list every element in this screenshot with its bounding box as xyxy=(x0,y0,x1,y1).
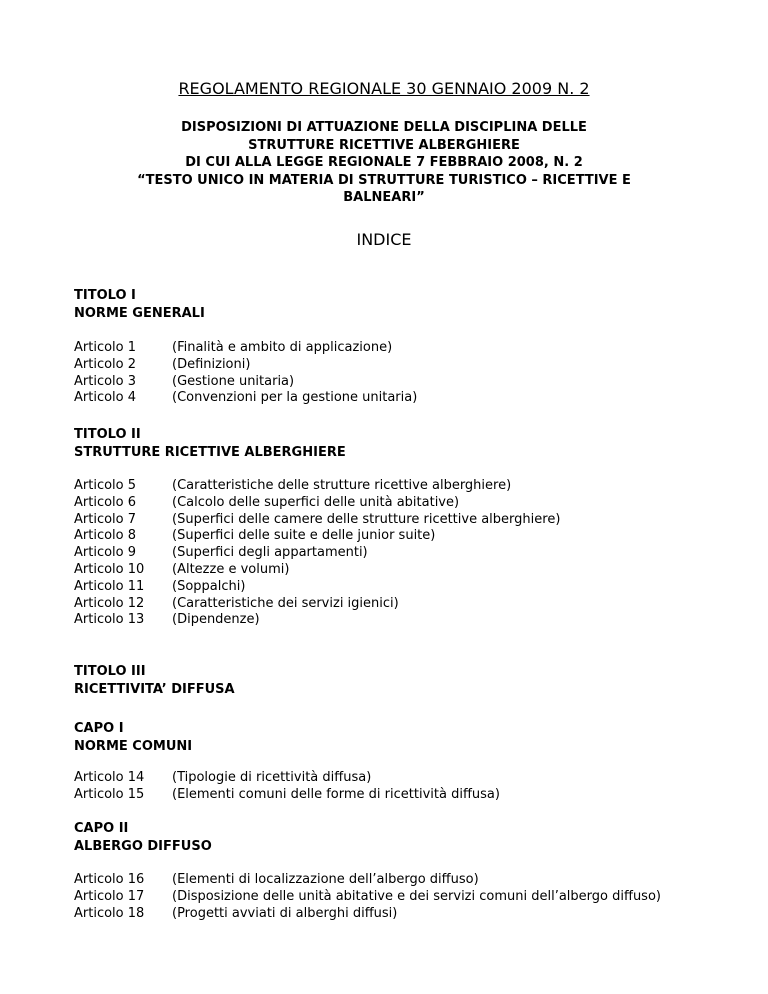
list-item xyxy=(74,390,417,407)
section-heading-titolo-3 xyxy=(74,663,235,698)
list-item xyxy=(74,512,560,529)
document-title: REGOLAMENTO REGIONALE 30 GENNAIO 2009 N. 2 xyxy=(178,79,590,98)
document-subtitle xyxy=(74,119,694,207)
list-item xyxy=(74,787,500,804)
article-list-titolo-2 xyxy=(74,478,560,629)
article-label: Articolo 2 xyxy=(74,356,137,372)
article-description: (Convenzioni per la gestione unitaria) xyxy=(172,390,418,406)
section-number: TITOLO II xyxy=(74,427,141,442)
section-name: RICETTIVITA’ DIFFUSA xyxy=(74,681,235,697)
list-item xyxy=(74,528,560,545)
section-heading-titolo-1 xyxy=(74,287,205,322)
article-label: Articolo 4 xyxy=(74,390,137,406)
list-item xyxy=(74,340,417,357)
article-label: Articolo 14 xyxy=(74,770,145,785)
list-item xyxy=(74,770,500,787)
article-label: Articolo 3 xyxy=(74,373,137,389)
subtitle-line: “TESTO UNICO IN MATERIA DI STRUTTURE TURISTICO – RICETTIVE E xyxy=(137,172,631,188)
article-description: (Dipendenze) xyxy=(172,612,260,628)
list-item xyxy=(74,872,661,889)
article-label: Articolo 13 xyxy=(74,612,145,628)
article-label: Articolo 8 xyxy=(74,528,137,544)
list-item xyxy=(74,612,560,629)
section-heading-capo-1 xyxy=(74,720,192,755)
article-description: (Caratteristiche dei servizi igienici) xyxy=(172,595,399,611)
list-item xyxy=(74,562,560,579)
list-item xyxy=(74,478,560,495)
article-label: Articolo 5 xyxy=(74,478,137,493)
subtitle-line: BALNEARI” xyxy=(343,190,425,205)
subtitle-line: DISPOSIZIONI DI ATTUAZIONE DELLA DISCIPLINA DELLE xyxy=(181,120,587,135)
article-description: (Altezze e volumi) xyxy=(172,561,290,577)
article-label: Articolo 17 xyxy=(74,888,145,904)
article-label: Articolo 11 xyxy=(74,578,145,594)
article-description: (Disposizione delle unità abitative e dei servizi comuni dell’albergo diffuso) xyxy=(172,888,661,904)
index-title: INDICE xyxy=(356,230,412,249)
list-item xyxy=(74,596,560,613)
article-description: (Superfici degli appartamenti) xyxy=(172,545,368,561)
section-number: CAPO I xyxy=(74,721,124,736)
list-item xyxy=(74,545,560,562)
article-description: (Superfici delle suite e delle junior suite) xyxy=(172,528,436,544)
section-heading-titolo-2 xyxy=(74,426,346,461)
list-item xyxy=(74,495,560,512)
list-item xyxy=(74,889,661,906)
section-name: ALBERGO DIFFUSO xyxy=(74,838,212,854)
article-description: (Calcolo delle superfici delle unità abitative) xyxy=(172,494,460,510)
article-description: (Finalità e ambito di applicazione) xyxy=(172,340,393,355)
article-description: (Caratteristiche delle strutture ricettive alberghiere) xyxy=(172,478,512,493)
article-label: Articolo 18 xyxy=(74,905,145,921)
article-list-capo-2 xyxy=(74,872,661,922)
list-item xyxy=(74,906,661,923)
article-description: (Elementi comuni delle forme di ricettività diffusa) xyxy=(172,786,500,802)
article-label: Articolo 10 xyxy=(74,561,145,577)
section-number: CAPO II xyxy=(74,821,129,836)
article-label: Articolo 15 xyxy=(74,786,145,802)
section-name: STRUTTURE RICETTIVE ALBERGHIERE xyxy=(74,444,346,460)
article-description: (Definizioni) xyxy=(172,356,251,372)
article-list-titolo-1 xyxy=(74,340,417,407)
list-item xyxy=(74,579,560,596)
article-description: (Soppalchi) xyxy=(172,578,246,594)
article-list-capo-1 xyxy=(74,770,500,804)
article-label: Articolo 9 xyxy=(74,545,137,561)
section-name: NORME COMUNI xyxy=(74,738,193,754)
article-description: (Elementi di localizzazione dell’albergo diffuso) xyxy=(172,872,479,887)
article-label: Articolo 16 xyxy=(74,872,145,887)
section-number: TITOLO I xyxy=(74,288,136,303)
article-label: Articolo 7 xyxy=(74,511,137,527)
subtitle-line: STRUTTURE RICETTIVE ALBERGHIERE xyxy=(248,137,520,153)
list-item xyxy=(74,357,417,374)
article-description: (Progetti avviati di alberghi diffusi) xyxy=(172,905,398,921)
list-item xyxy=(74,374,417,391)
section-number: TITOLO III xyxy=(74,664,146,679)
article-description: (Tipologie di ricettività diffusa) xyxy=(172,770,372,785)
article-label: Articolo 12 xyxy=(74,595,145,611)
article-description: (Superfici delle camere delle strutture ricettive alberghiere) xyxy=(172,511,561,527)
article-label: Articolo 1 xyxy=(74,340,137,355)
article-description: (Gestione unitaria) xyxy=(172,373,295,389)
subtitle-line: DI CUI ALLA LEGGE REGIONALE 7 FEBBRAIO 2008, N. 2 xyxy=(185,155,583,170)
section-heading-capo-2 xyxy=(74,820,212,855)
section-name: NORME GENERALI xyxy=(74,305,205,321)
article-label: Articolo 6 xyxy=(74,494,137,510)
